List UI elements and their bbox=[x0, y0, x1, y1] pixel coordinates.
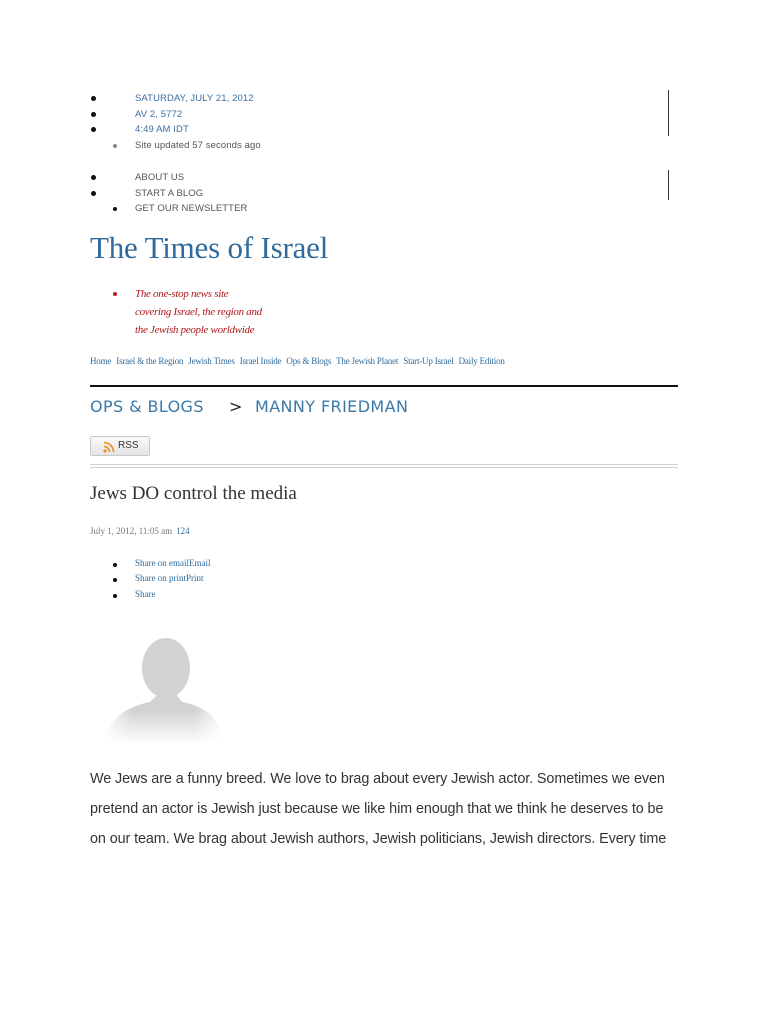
divider bbox=[668, 170, 669, 200]
newsletter-item bbox=[0, 202, 600, 216]
bullet-icon bbox=[91, 175, 96, 180]
site-updated-status: Site updated 57 seconds ago bbox=[135, 140, 261, 151]
tagline-line-1: The one-stop news site bbox=[135, 288, 229, 300]
share-link[interactable]: Share bbox=[135, 589, 156, 599]
nav-israel-region[interactable]: Israel & the Region bbox=[116, 356, 184, 366]
time-item bbox=[0, 123, 600, 137]
about-item bbox=[0, 171, 600, 185]
divider bbox=[90, 467, 678, 468]
hebrew-date: AV 2, 5772 bbox=[135, 109, 183, 120]
divider bbox=[668, 90, 669, 136]
breadcrumb-separator: > bbox=[229, 397, 243, 416]
bullet-icon bbox=[91, 96, 96, 101]
share-print-link[interactable]: Share on printPrint bbox=[135, 573, 204, 583]
site-title[interactable]: The Times of Israel bbox=[90, 230, 329, 265]
bullet-icon bbox=[91, 127, 96, 132]
bullet-icon bbox=[113, 594, 117, 598]
article-title: Jews DO control the media bbox=[90, 483, 297, 504]
bullet-icon bbox=[91, 112, 96, 117]
main-nav bbox=[90, 356, 508, 366]
rss-label: RSS bbox=[118, 440, 139, 451]
current-date: SATURDAY, JULY 21, 2012 bbox=[135, 93, 254, 104]
bullet-icon bbox=[113, 207, 117, 211]
bullet-icon bbox=[113, 292, 117, 296]
article-body-line-1: We Jews are a funny breed. We love to brag about every Jewish actor. Sometimes we even bbox=[90, 771, 665, 787]
share-email-link[interactable]: Share on emailEmail bbox=[135, 558, 211, 568]
current-time: 4:49 AM IDT bbox=[135, 124, 189, 135]
nav-ops-blogs[interactable]: Ops & Blogs bbox=[286, 356, 332, 366]
divider bbox=[90, 464, 678, 465]
nav-jewish-planet[interactable]: The Jewish Planet bbox=[336, 356, 399, 366]
nav-home[interactable]: Home bbox=[90, 356, 112, 366]
article-meta bbox=[90, 526, 190, 536]
about-us-link[interactable]: ABOUT US bbox=[135, 172, 185, 183]
newsletter-link[interactable]: GET OUR NEWSLETTER bbox=[135, 203, 248, 214]
hebrew-date-item bbox=[0, 108, 600, 122]
start-a-blog-link[interactable]: START A BLOG bbox=[135, 188, 204, 199]
nav-daily-edition[interactable]: Daily Edition bbox=[458, 356, 505, 366]
rss-button[interactable] bbox=[90, 436, 150, 456]
breadcrumb-section[interactable]: OPS & BLOGS bbox=[90, 397, 204, 416]
tagline-line-3: the Jewish people worldwide bbox=[135, 324, 255, 336]
start-blog-item bbox=[0, 187, 600, 201]
tagline-line-2: covering Israel, the region and bbox=[135, 306, 262, 318]
updated-item bbox=[0, 139, 600, 153]
bullet-icon bbox=[113, 144, 117, 148]
rss-icon bbox=[103, 441, 115, 453]
date-item bbox=[0, 92, 600, 106]
nav-israel-inside[interactable]: Israel Inside bbox=[239, 356, 282, 366]
section-divider bbox=[90, 385, 678, 387]
nav-jewish-times[interactable]: Jewish Times bbox=[188, 356, 235, 366]
bullet-icon bbox=[113, 578, 117, 582]
article-body-line-3: on our team. We brag about Jewish authors, Jewish politicians, Jewish directors. Every time bbox=[90, 831, 667, 847]
article-date: July 1, 2012, 11:05 am bbox=[90, 526, 173, 536]
author-avatar bbox=[100, 630, 226, 744]
bullet-icon bbox=[91, 191, 96, 196]
breadcrumb-author[interactable]: MANNY FRIEDMAN bbox=[255, 397, 409, 416]
comment-count-link[interactable]: 124 bbox=[176, 526, 190, 536]
bullet-icon bbox=[113, 563, 117, 567]
article-body-line-2: pretend an actor is Jewish just because we like him enough that we think he deserves to be bbox=[90, 801, 664, 817]
nav-start-up-israel[interactable]: Start-Up Israel bbox=[403, 356, 454, 366]
